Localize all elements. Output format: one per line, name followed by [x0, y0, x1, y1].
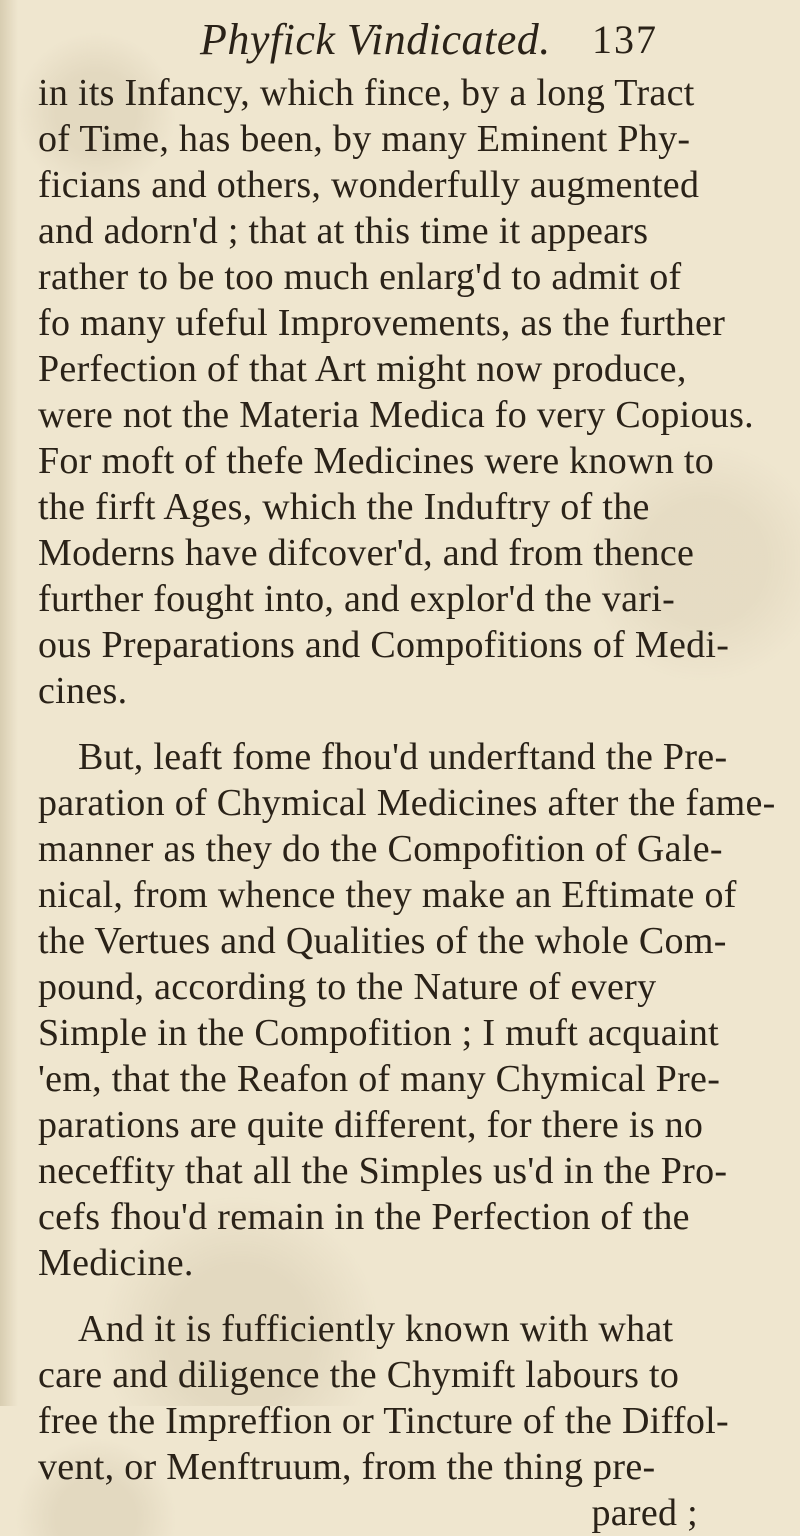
text-line: nical, from whence they make an Eftimate of	[38, 874, 737, 916]
text-line: in its Infancy, which fince, by a long Tract	[38, 72, 695, 114]
text-line: pound, according to the Nature of every	[38, 966, 657, 1008]
text-line: For moft of thefe Medicines were known to	[38, 440, 715, 482]
text-line: and adorn'd ; that at this time it appears	[38, 210, 649, 252]
text-line: Perfection of that Art might now produce,	[38, 348, 687, 390]
text-line: pared ;	[591, 1492, 698, 1534]
text-line: paration of Chymical Medicines after the fame-	[38, 782, 776, 824]
text-line: free the Impreffion or Tincture of the Diffol-	[38, 1400, 729, 1442]
text-line: But, leaft fome fhou'd underftand the Pre-	[78, 736, 728, 778]
text-line: Simple in the Compofition ; I muft acquaint	[38, 1012, 719, 1054]
page-number: 137	[592, 17, 658, 62]
paragraph-gap	[38, 1286, 758, 1306]
text-line: further fought into, and explor'd the vari-	[38, 578, 676, 620]
page-header	[0, 10, 800, 70]
text-line: of Time, has been, by many Eminent Phy-	[38, 118, 691, 160]
text-line: parations are quite different, for there is no	[38, 1104, 704, 1146]
paragraph-1	[38, 70, 758, 714]
text-line: And it is fufficiently known with what	[78, 1308, 674, 1350]
body-text	[38, 70, 776, 1536]
text-line: cefs fhou'd remain in the Perfection of the	[38, 1196, 690, 1238]
text-line: the firft Ages, which the Induftry of the	[38, 486, 650, 528]
running-title: Phyfick Vindicated.	[200, 15, 551, 64]
text-line: Moderns have difcover'd, and from thence	[38, 532, 695, 574]
text-line: the Vertues and Qualities of the whole Com-	[38, 920, 727, 962]
paragraph-gap	[38, 714, 758, 734]
text-line: care and diligence the Chymift labours to	[38, 1354, 680, 1396]
text-line: ous Preparations and Compofitions of Medi-	[38, 624, 730, 666]
paragraph-3	[38, 1306, 758, 1536]
text-line: were not the Materia Medica fo very Copious.	[38, 394, 754, 436]
paragraph-2	[38, 734, 776, 1286]
text-line: ficians and others, wonderfully augmented	[38, 164, 700, 206]
text-line: 'em, that the Reafon of many Chymical Pre-	[38, 1058, 721, 1100]
text-line: cines.	[38, 670, 128, 712]
text-line: neceffity that all the Simples us'd in the Pro-	[38, 1150, 728, 1192]
text-line: rather to be too much enlarg'd to admit of	[38, 256, 682, 298]
text-line: manner as they do the Compofition of Gale-	[38, 828, 723, 870]
text-line: vent, or Menftruum, from the thing pre-	[38, 1446, 656, 1488]
text-line: Medicine.	[38, 1242, 194, 1284]
text-line: fo many ufeful Improvements, as the further	[38, 302, 726, 344]
page-edge-shadow	[0, 0, 18, 1406]
